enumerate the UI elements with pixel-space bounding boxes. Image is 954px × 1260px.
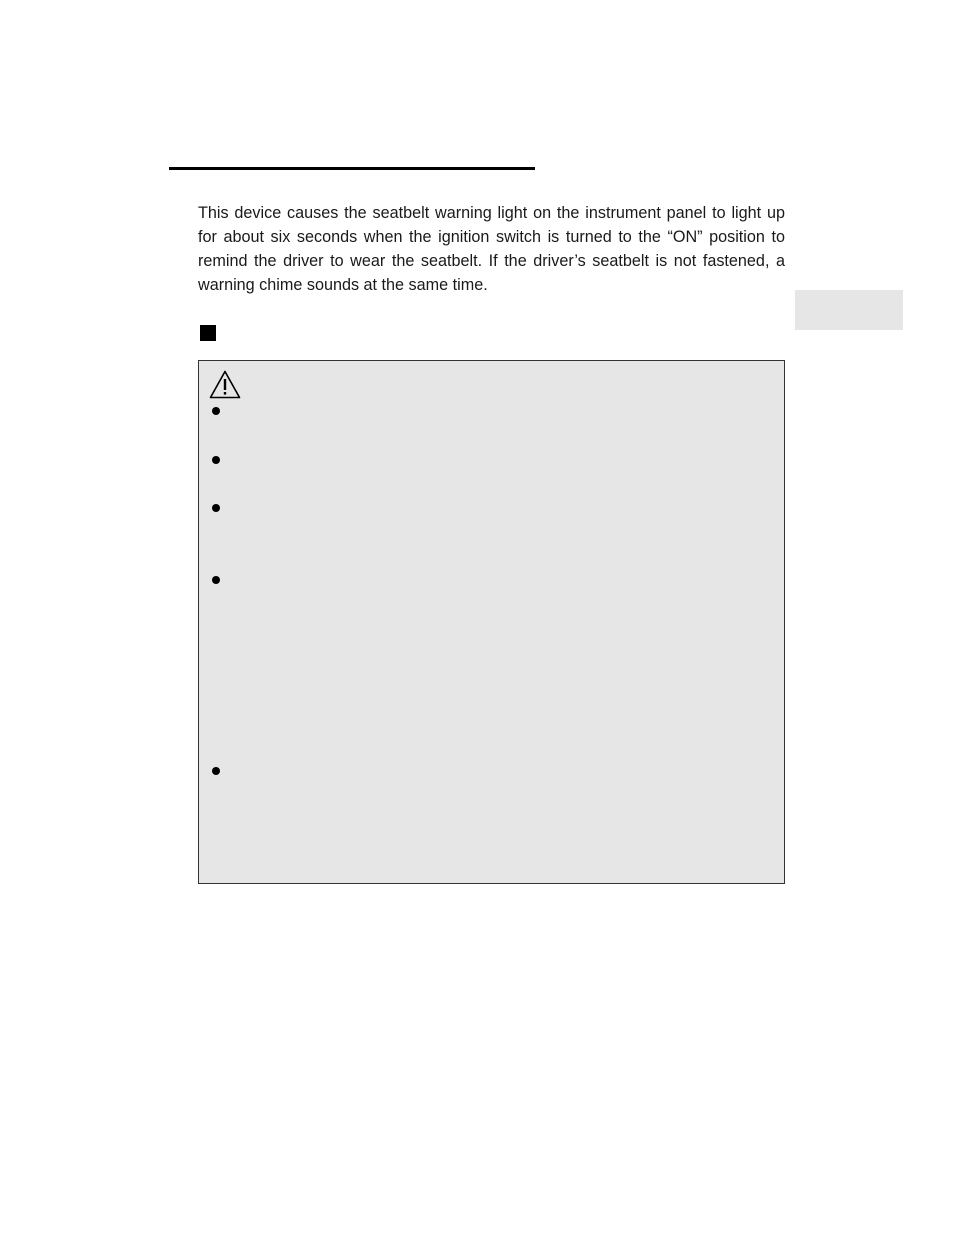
warning-triangle-icon	[209, 370, 241, 399]
subsection-square-marker	[200, 325, 216, 341]
bullet-dot	[212, 456, 220, 464]
bullet-dot	[212, 407, 220, 415]
warning-box	[198, 360, 785, 884]
chapter-tab	[795, 290, 903, 330]
intro-paragraph: This device causes the seatbelt warning light on the instrument panel to light up for about six seconds when the ignition switch is turned to the “ON” position to remind the driver to wear the seatbelt. If the driver’s seatbelt is not fastened, a warning chime sounds at the same time.	[198, 204, 785, 294]
bullet-dot	[212, 576, 220, 584]
bullet-dot	[212, 504, 220, 512]
bullet-dot	[212, 767, 220, 775]
section-heading-rule	[169, 167, 535, 170]
